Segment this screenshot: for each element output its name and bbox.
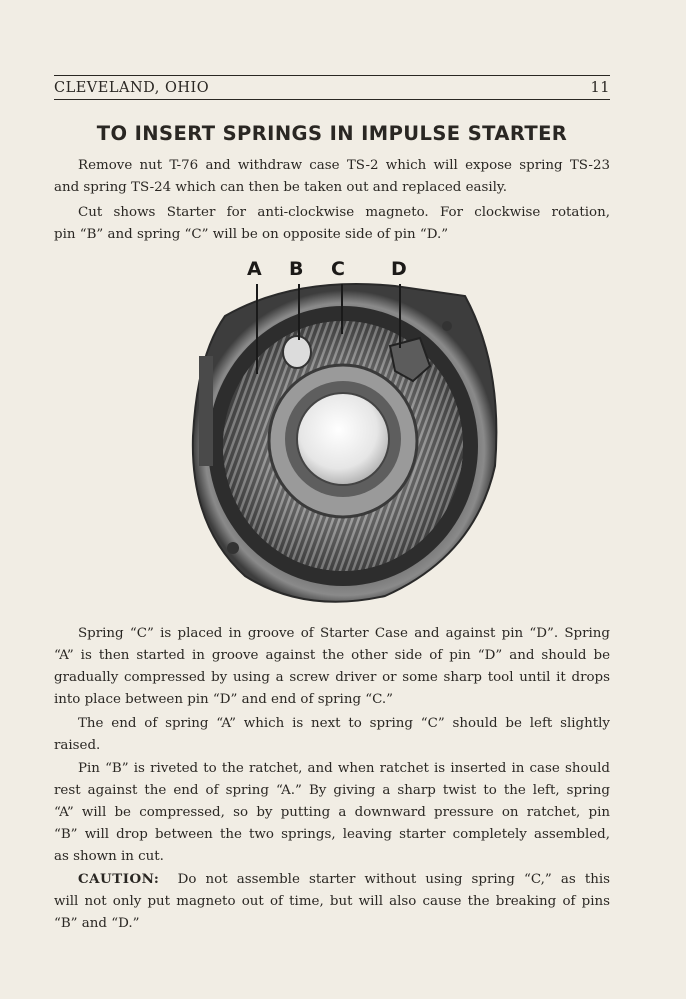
text-line: “A” will be compressed, so by putting a downward pressure on ratchet, pin: [54, 805, 610, 820]
header-location: CLEVELAND, OHIO: [54, 80, 210, 96]
text-line: “B” will drop between the two springs, leaving starter completely assembled,: [54, 827, 610, 842]
text-line: “B” and “D.”: [54, 916, 140, 931]
text-line: gradually compressed by using a screw driver or some sharp tool until it drops: [54, 670, 610, 685]
caution-text: Do not assemble starter without using spring “C,” as this: [177, 872, 611, 887]
figure-label-c: C: [331, 258, 345, 280]
text-line: Cut shows Starter for anti-clockwise magneto. For clockwise rotation,: [78, 205, 610, 220]
impulse-starter-figure: [185, 256, 505, 608]
figure-label-d: D: [391, 258, 407, 280]
paragraph-caution: [54, 868, 610, 935]
impulse-starter-illustration: [185, 256, 505, 608]
section-title: TO INSERT SPRINGS IN IMPULSE STARTER: [96, 122, 568, 145]
text-line: Spring “C” is placed in groove of Starter Case and against pin “D”. Spring: [78, 626, 610, 641]
text-line: and spring TS-24 which can then be taken out and replaced easily.: [54, 180, 507, 195]
page-number: 11: [590, 80, 610, 96]
figure-label-b: B: [289, 258, 304, 280]
running-header: [54, 80, 610, 100]
text-line: raised.: [54, 738, 101, 753]
paragraph-remove-nut: [54, 155, 610, 199]
header-top-rule: [54, 75, 610, 76]
text-line: rest against the end of spring “A.” By giving a sharp twist to the left, spring: [54, 783, 610, 798]
text-line: Remove nut T-76 and withdraw case TS-2 which will expose spring TS-23: [78, 158, 610, 173]
paragraph-pin-b: [54, 758, 610, 868]
text-line: as shown in cut.: [54, 849, 164, 864]
text-line: [54, 868, 610, 891]
paragraph-end-of-spring: [54, 713, 610, 757]
text-line: “A” is then started in groove against the other side of pin “D” and should be: [54, 648, 610, 663]
paragraph-cut-shows: [54, 202, 610, 246]
text-line: into place between pin “D” and end of spring “C.”: [54, 692, 393, 707]
text-line: will not only put magneto out of time, but will also cause the breaking of pins: [54, 894, 610, 909]
paragraph-spring-c: [54, 623, 610, 711]
text-line: The end of spring “A” which is next to spring “C” should be left slightly: [78, 716, 610, 731]
text-line: pin “B” and spring “C” will be on opposite side of pin “D.”: [54, 227, 449, 242]
caution-label: CAUTION:: [78, 871, 160, 887]
text-line: Pin “B” is riveted to the ratchet, and when ratchet is inserted in case should: [78, 761, 610, 776]
figure-label-a: A: [247, 258, 262, 280]
